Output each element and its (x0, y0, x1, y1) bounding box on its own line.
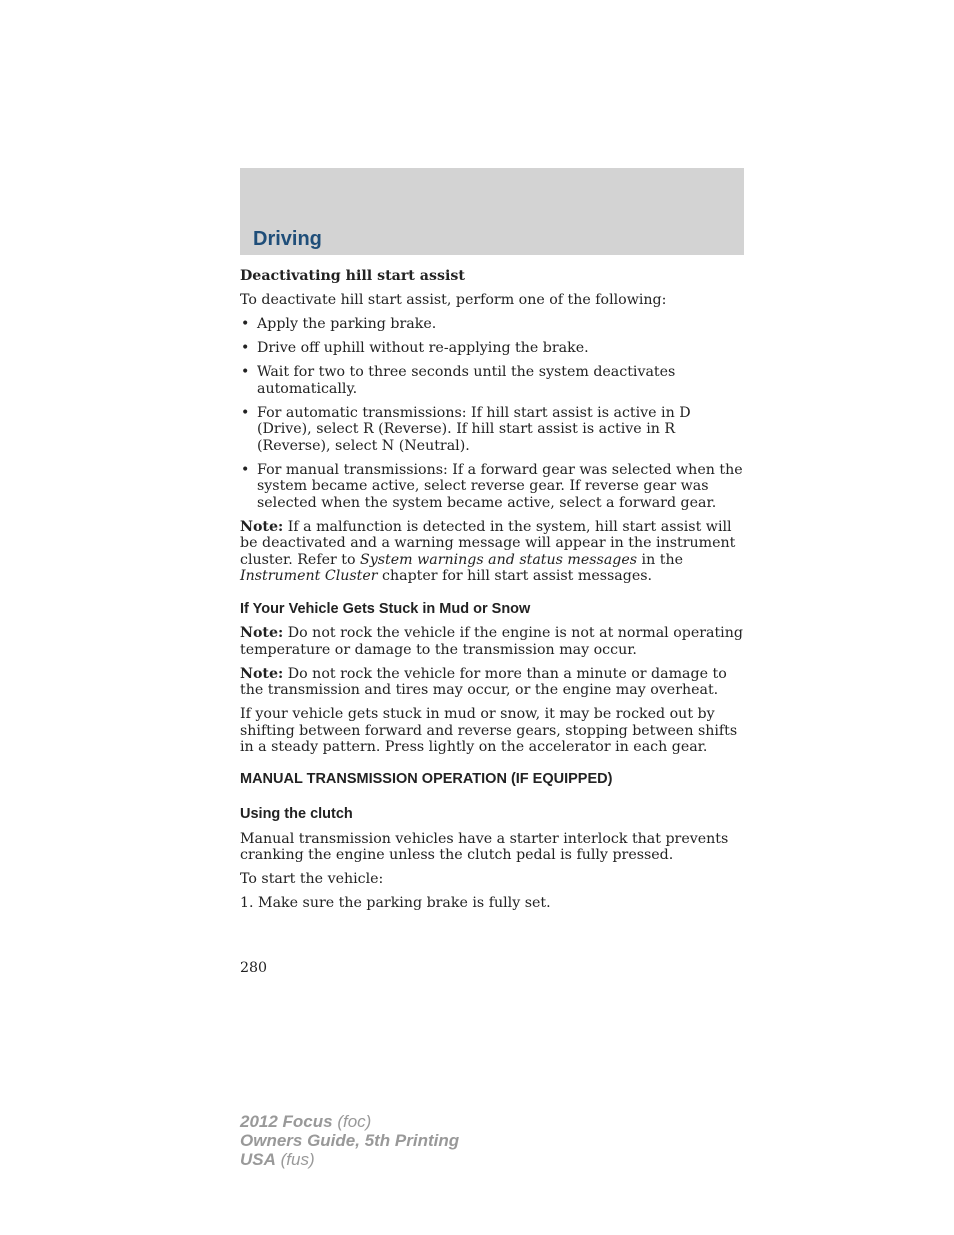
note-text: If a malfunction is detected in the system, hill start assist will be deactivated and a warning message will appear in the instrument cluster. Refer to (240, 518, 736, 568)
hill-start-intro: To deactivate hill start assist, perform one of the following: (240, 292, 667, 308)
stuck-paragraph: If your vehicle gets stuck in mud or snow, it may be rocked out by shifting between forward and reverse gears, stopping between shifts in a steady pattern. Press lightly on the accelerator in each gear. (240, 706, 738, 755)
page-number: 280 (240, 960, 268, 976)
note-reference: Instrument Cluster (240, 568, 378, 584)
note-label: Note: (240, 665, 284, 682)
stuck-note-2 (240, 666, 744, 699)
list-item: • Wait for two to three seconds until the system deactivates automatically. (240, 364, 744, 397)
list-item: • For manual transmissions: If a forward gear was selected when the system became active, select reverse gear. If reverse gear was selected when the system became active, select a forward gear. (240, 462, 744, 512)
hill-start-bullet-list (240, 316, 744, 511)
note-label: Note: (240, 625, 284, 641)
page-content (240, 268, 744, 919)
footer-model-line (240, 1112, 459, 1131)
footer-region: USA (240, 1150, 276, 1169)
note-text: chapter for hill start assist messages. (377, 568, 653, 584)
note-text: in the (637, 551, 683, 568)
chapter-title: Driving (253, 228, 322, 250)
manual-transmission-heading: MANUAL TRANSMISSION OPERATION (IF EQUIPPED) (240, 770, 613, 787)
stuck-heading: If Your Vehicle Gets Stuck in Mud or Snow (240, 600, 531, 617)
list-item: • Drive off uphill without re-applying the brake. (240, 340, 744, 357)
note-text: Do not rock the vehicle if the engine is not at normal operating temperature or damage to the transmission may occur. (240, 625, 743, 658)
footer-printing-info (240, 1112, 459, 1169)
stuck-note-1 (240, 625, 744, 658)
footer-model: 2012 Focus (240, 1112, 333, 1131)
list-item: • For automatic transmissions: If hill start assist is active in D (Drive), select R (Reverse). If hill start assist is active in R (Reverse), select N (Neutral). (240, 405, 744, 455)
hill-start-heading: Deactivating hill start assist (240, 268, 465, 284)
clutch-paragraph: Manual transmission vehicles have a starter interlock that prevents cranking the engine unless the clutch pedal is fully pressed. (240, 830, 729, 863)
step-1: 1. Make sure the parking brake is fully set. (240, 895, 551, 911)
list-item: • Apply the parking brake. (240, 316, 744, 333)
footer-region-line (240, 1150, 459, 1169)
footer-region-code: (fus) (275, 1150, 315, 1169)
note-text: Do not rock the vehicle for more than a minute or damage to the transmission and tires may occur, or the engine may overheat. (240, 665, 727, 698)
note-label: Note: (240, 518, 284, 535)
using-clutch-heading: Using the clutch (240, 806, 353, 822)
hill-start-note (240, 519, 744, 585)
footer-model-code: (foc) (332, 1112, 372, 1131)
to-start-text: To start the vehicle: (240, 871, 384, 887)
note-reference: System warnings and status messages (360, 551, 638, 568)
chapter-header-band (240, 168, 744, 255)
footer-guide-line: Owners Guide, 5th Printing (240, 1131, 460, 1150)
